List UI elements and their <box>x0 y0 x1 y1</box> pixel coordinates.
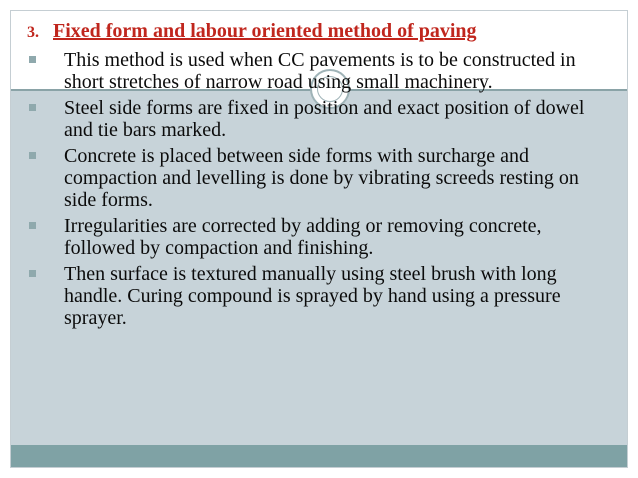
bullet-text: Steel side forms are fixed in position and exact position of dowel and tie bars marked. <box>64 97 585 141</box>
square-bullet-icon <box>29 152 36 159</box>
bullet-item <box>11 215 628 259</box>
bullet-text: This method is used when CC pavements is to be constructed in short stretches of narrow road using small machinery. <box>64 49 576 93</box>
heading-number: 3. <box>27 24 39 41</box>
slide <box>10 10 628 468</box>
heading-title: Fixed form and labour oriented method of paving <box>53 20 477 42</box>
bullet-text: Then surface is textured manually using steel brush with long handle. Curing compound is sprayed by hand using a pressure sprayer. <box>64 263 561 329</box>
square-bullet-icon <box>29 104 36 111</box>
slide-heading <box>27 20 615 43</box>
bullet-text: Irregularities are corrected by adding or removing concrete, followed by compaction and finishing. <box>64 215 542 259</box>
bullet-item <box>11 263 628 329</box>
slide-footer-band <box>11 445 627 468</box>
bullet-item <box>11 49 628 93</box>
square-bullet-icon <box>29 56 36 63</box>
bullet-item <box>11 145 628 211</box>
square-bullet-icon <box>29 270 36 277</box>
slide-content <box>11 11 628 445</box>
square-bullet-icon <box>29 222 36 229</box>
bullet-list <box>11 49 628 333</box>
bullet-text: Concrete is placed between side forms with surcharge and compaction and levelling is done by vibrating screeds resting on side forms. <box>64 145 579 211</box>
bullet-item <box>11 97 628 141</box>
